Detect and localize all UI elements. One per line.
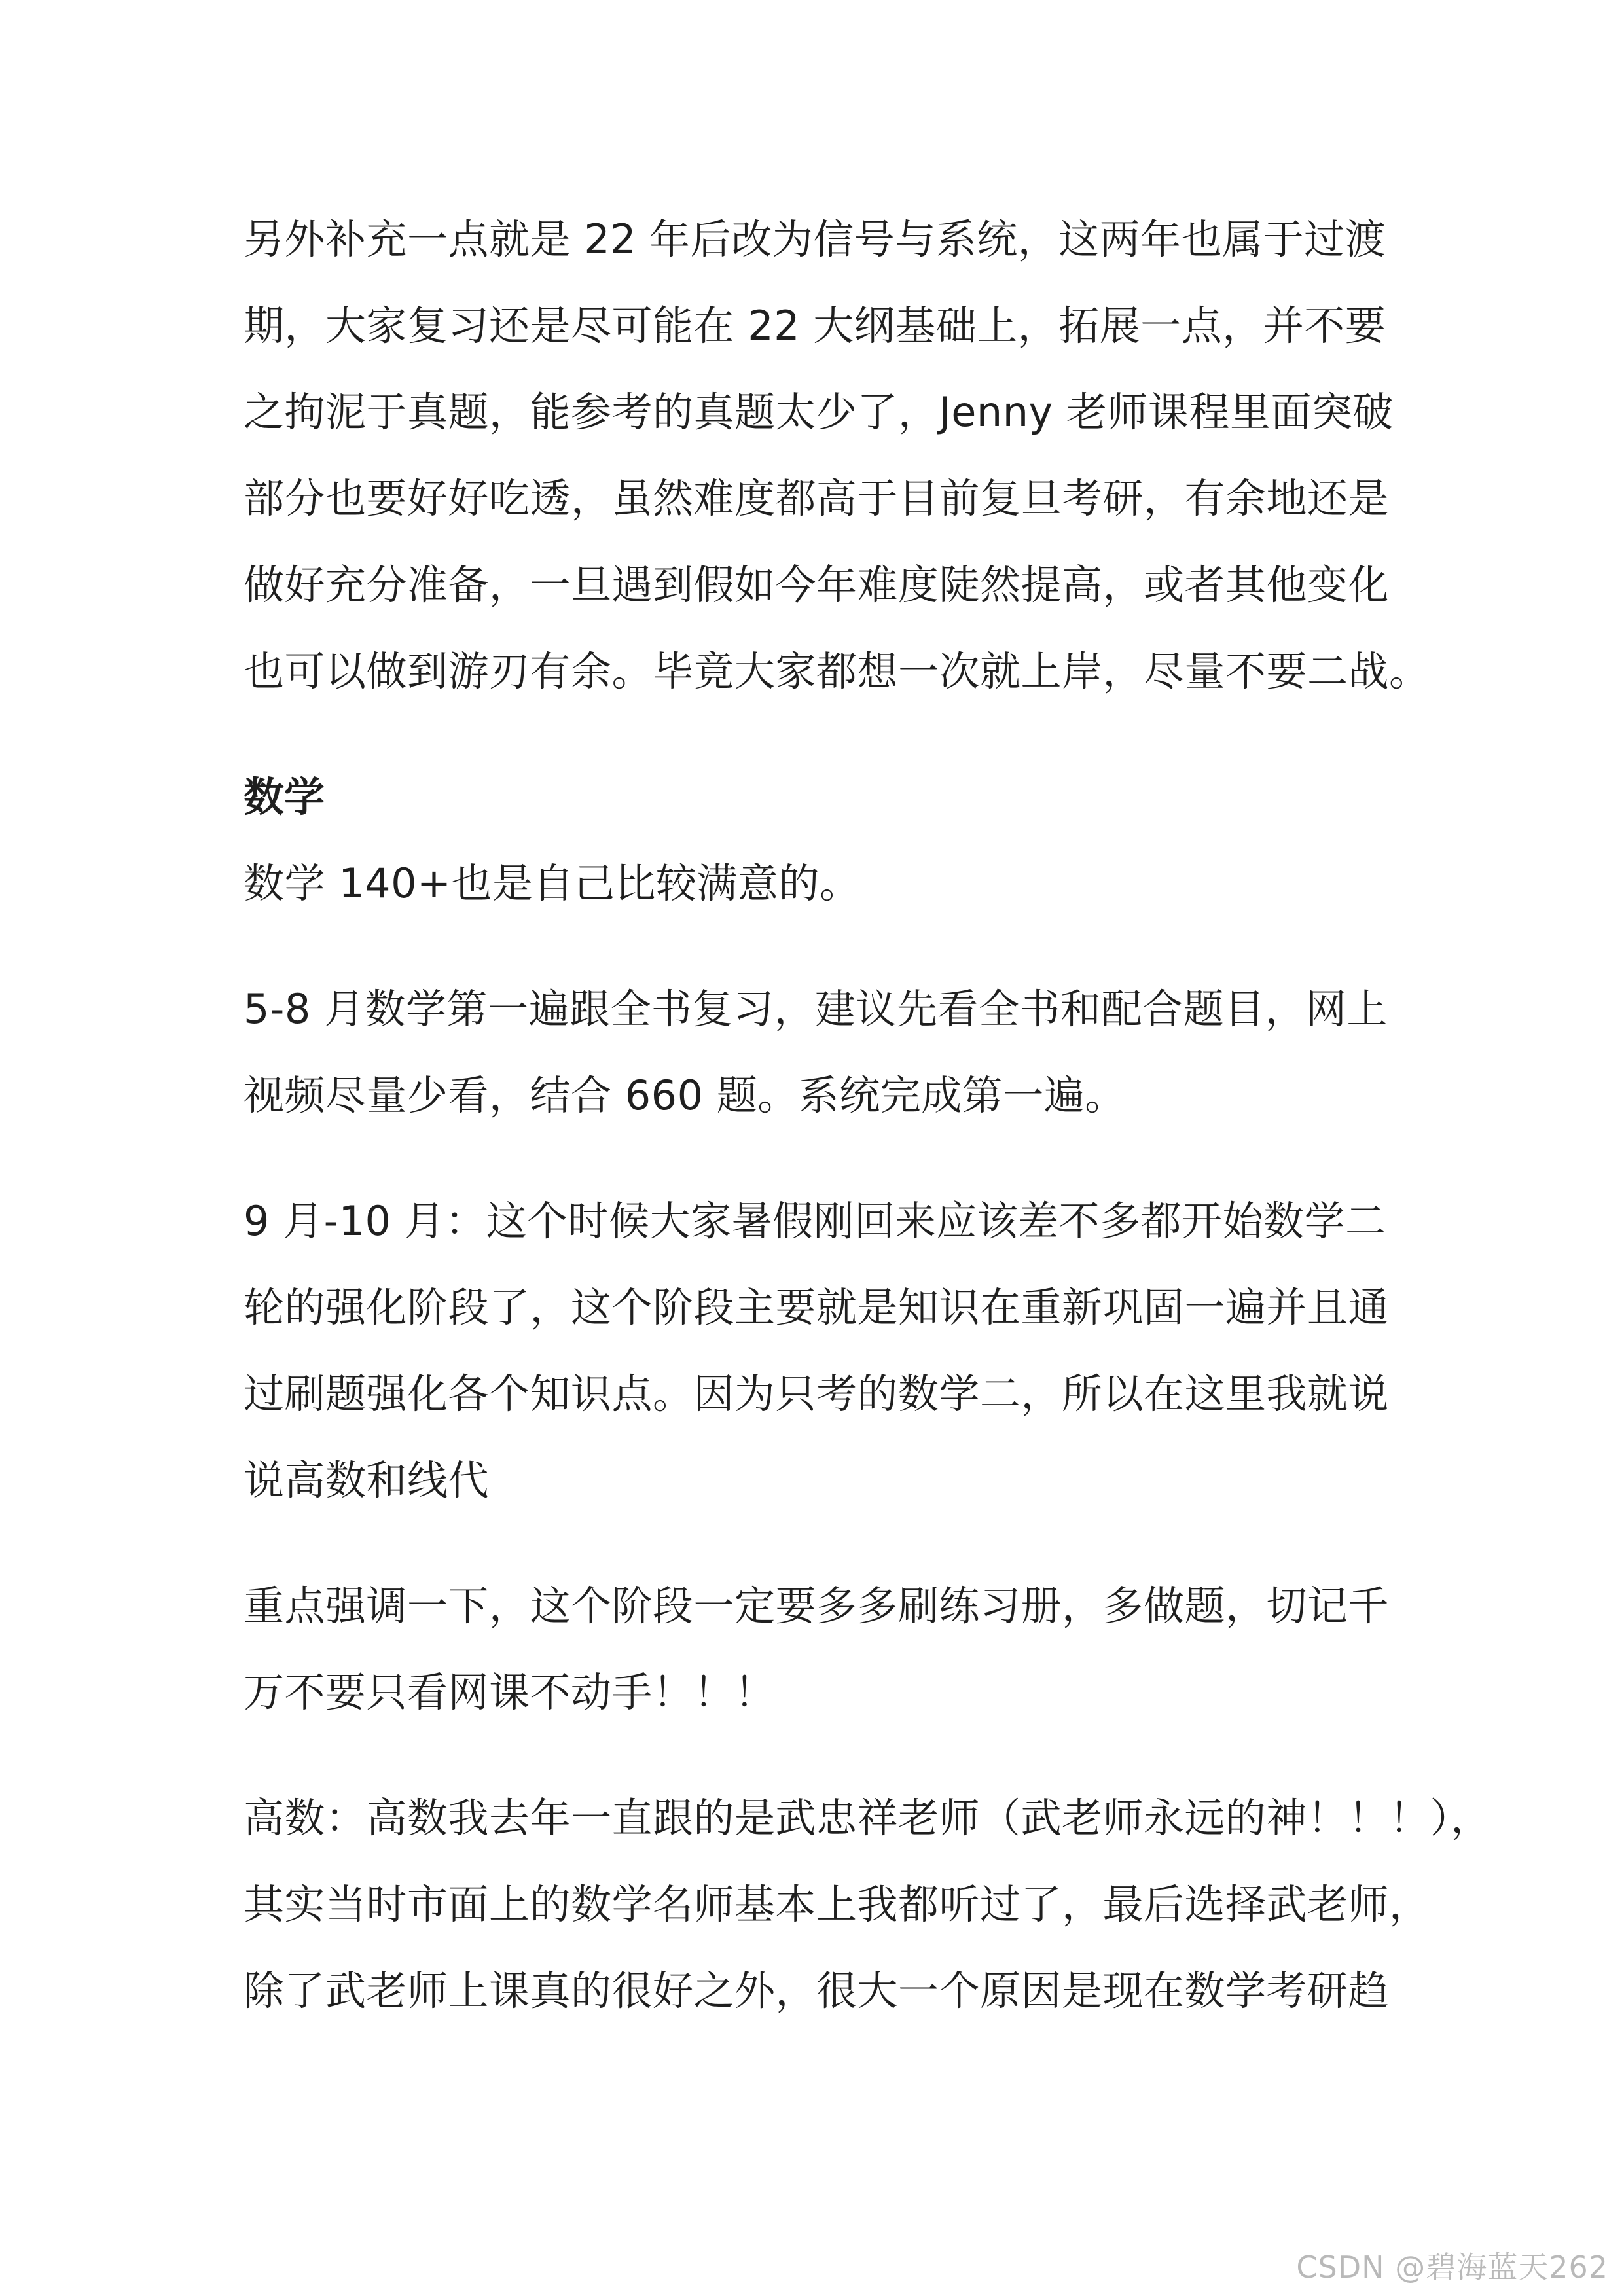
math-score-paragraph [244, 840, 1382, 927]
text-line: 高数：高数我去年一直跟的是武忠祥老师（武老师永远的神！！！）， [244, 1794, 1492, 1842]
text-line: 9 月-10 月：这个时候大家暑假刚回来应该差不多都开始数学二 [244, 1197, 1386, 1245]
calculus-paragraph [244, 1775, 1492, 2034]
math-first-round-paragraph [244, 966, 1388, 1139]
text-line: 万不要只看网课不动手！！！ [244, 1668, 776, 1716]
text-line: 做好充分准备，一旦遇到假如今年难度陡然提高，或者其他变化 [244, 561, 1390, 609]
text-line: 其实当时市面上的数学名师基本上我都听过了，最后选择武老师， [244, 1880, 1430, 1928]
emphasis-paragraph [244, 1563, 1390, 1736]
text-line: 数学 140+也是自己比较满意的。 [244, 859, 861, 907]
text-line: 视频尽量少看，结合 660 题。系统完成第一遍。 [244, 1071, 1126, 1119]
text-line: 也可以做到游刃有余。毕竟大家都想一次就上岸，尽量不要二战。 [244, 647, 1430, 695]
text-line: 说高数和线代 [244, 1456, 490, 1504]
document-body [244, 196, 1492, 2034]
text-line: 部分也要好好吃透，虽然难度都高于目前复旦考研，有余地还是 [244, 475, 1390, 522]
intro-paragraph [244, 196, 1430, 715]
math-second-round-paragraph [244, 1178, 1390, 1524]
text-line: 除了武老师上课真的很好之外，很大一个原因是现在数学考研趋 [244, 1967, 1390, 2015]
text-line: 重点强调一下，这个阶段一定要多多刷练习册，多做题，切记千 [244, 1582, 1390, 1630]
text-line: 期，大家复习还是尽可能在 22 大纲基础上，拓展一点，并不要 [244, 302, 1386, 350]
csdn-watermark: CSDN @碧海蓝天262 [1296, 2250, 1608, 2285]
text-line: 另外补充一点就是 22 年后改为信号与系统，这两年也属于过渡 [244, 215, 1386, 263]
section-heading-math: 数学 [244, 773, 325, 821]
text-line: 5-8 月数学第一遍跟全书复习，建议先看全书和配合题目，网上 [244, 985, 1388, 1033]
text-line: 过刷题强化各个知识点。因为只考的数学二，所以在这里我就说 [244, 1370, 1390, 1418]
text-line: 轮的强化阶段了，这个阶段主要就是知识在重新巩固一遍并且通 [244, 1283, 1390, 1331]
text-line: 之拘泥于真题，能参考的真题太少了，Jenny 老师课程里面突破 [244, 388, 1394, 436]
